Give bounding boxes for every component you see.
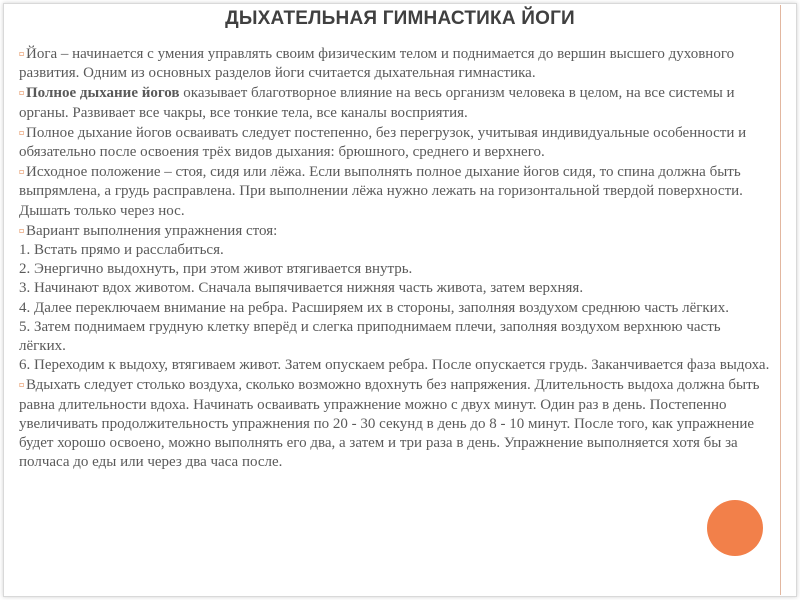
paragraph-text: Вдыхать следует столько воздуха, сколько возможно вдохнуть без напряжения. Длительность выдоха должна быть равна длительности вдоха. Начинать осваивать упражнение можно с двух минут. Один раз в день. Постепенно увеличивать продолжительность упражнения по 20 - 30 секунд в день до 8 - 10 минут. После того, как упражнение будет хорошо освоено, можно выполнять его два, а затем и три раза в день. Упражнение выполняется хотя бы за полчаса до еды или через два часа после. bbox=[19, 377, 760, 471]
step-item: 4. Далее переключаем внимание на ребра. Расширяем их в стороны, заполняя воздухом среднюю часть лёгких. bbox=[19, 299, 729, 316]
square-bullet-icon: ▫ bbox=[19, 88, 25, 98]
paragraph-gradual bbox=[19, 123, 771, 162]
decorative-circle bbox=[707, 500, 763, 556]
step-item: 2. Энергично выдохнуть, при этом живот втягивается внутрь. bbox=[19, 261, 413, 278]
step-item: 6. Переходим к выдоху, втягиваем живот. Затем опускаем ребра. После опускается грудь. Заканчивается фаза выдоха. bbox=[19, 357, 770, 374]
square-bullet-icon: ▫ bbox=[19, 167, 25, 177]
paragraph-bold-lead: Полное дыхание йогов bbox=[26, 85, 180, 102]
slide-title: ДЫХАТЕЛЬНАЯ ГИМНАСТИКА ЙОГИ bbox=[225, 8, 575, 29]
square-bullet-icon: ▫ bbox=[19, 49, 25, 58]
paragraph-variant bbox=[19, 221, 771, 241]
paragraph-full-breath bbox=[19, 83, 771, 122]
paragraph-text: Вариант выполнения упражнения стоя: bbox=[26, 222, 278, 239]
paragraph-starting-position bbox=[19, 162, 771, 221]
square-bullet-icon: ▫ bbox=[19, 380, 25, 390]
square-bullet-icon: ▫ bbox=[19, 127, 25, 137]
paragraph-text: Йога – начинается с умения управлять своим физическим телом и поднимается до вершин высшего духовного развития. Одним из основных разделов йоги считается дыхательная гимнастика. bbox=[19, 46, 735, 82]
step-item: 5. Затем поднимаем грудную клетку вперёд и слегка приподнимаем плечи, заполняя воздухом верхнюю часть лёгких. bbox=[19, 318, 721, 355]
paragraph-text: Исходное положение – стоя, сидя или лёжа. Если выполнять полное дыхание йогов сидя, то спина должна быть выпрямлена, а грудь расправлена. При выполнении лёжа нужно лежать на горизонтальной твердой поверхности. Дышать только через нос. bbox=[19, 164, 743, 219]
square-bullet-icon: ▫ bbox=[19, 225, 25, 235]
paragraph-intro bbox=[19, 44, 771, 83]
slide-body bbox=[19, 44, 771, 472]
accent-line bbox=[780, 5, 781, 595]
paragraph-text: оказывает благотворное влияние на весь организм человека в целом, на все системы и органы. Развивает все чакры, все тонкие тела, все каналы восприятия. bbox=[19, 85, 735, 121]
step-item: 1. Встать прямо и расслабиться. bbox=[19, 242, 224, 259]
step-item: 3. Начинают вдох животом. Сначала выпячивается нижняя часть живота, затем верхняя. bbox=[19, 280, 584, 297]
paragraph-final bbox=[19, 375, 771, 472]
paragraph-text: Полное дыхание йогов осваивать следует постепенно, без перегрузок, учитывая индивидуальные особенности и обязательно после освоения трёх видов дыхания: брюшного, среднего и верхнего. bbox=[19, 124, 747, 161]
